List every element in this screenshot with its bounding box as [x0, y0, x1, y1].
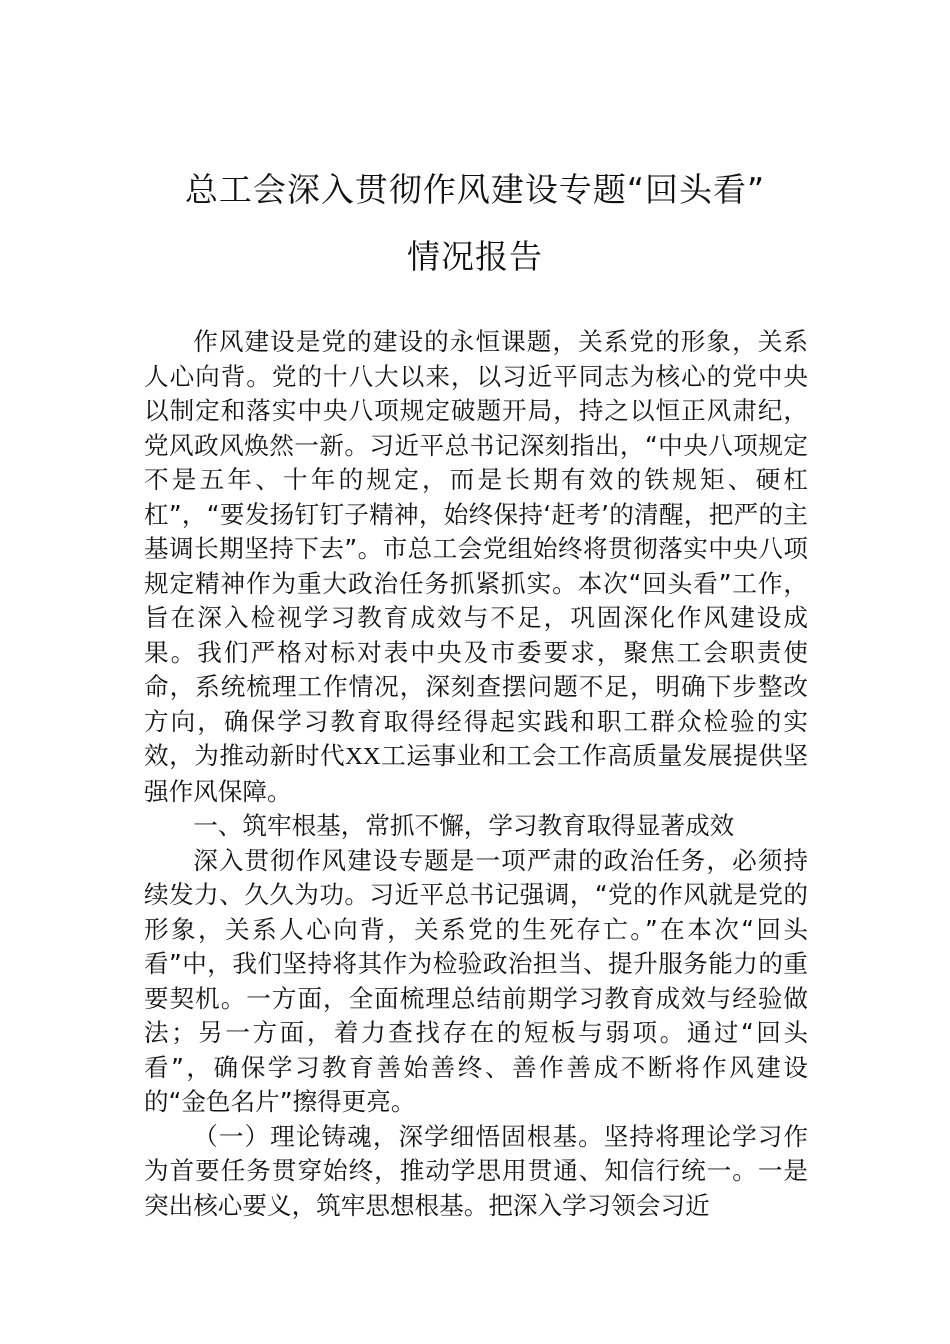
- intro-text-latin: XX: [345, 743, 381, 770]
- section-1-paragraph: 深入贯彻作风建设专题是一项严肃的政治任务，必须持续发力、久久为功。习近平总书记强调，“党的作风就是党的形象，关系人心向背，关系党的生死存亡。”在本次“回头看”中，我们坚持将其作为检验政治担当、提升服务能力的重要契机。一方面，全面梳理总结前期学习教育成效与经验做法；另一方面，着力查找存在的短板与弱项。通过“回头看”，确保学习教育善始善终、善作善成不断将作风建设的“金色名片”擦得更亮。: [144, 845, 808, 1116]
- intro-text-part-2: 工运事业和工会工作高质量发展提供坚强作风保障。: [144, 741, 808, 806]
- section-heading-1: 一、筑牢根基，常抓不懈，学习教育取得显著成效: [193, 811, 735, 840]
- document-title-line-2: 情况报告: [407, 237, 543, 276]
- document-title-line-1: 总工会深入贯彻作风建设专题“回头看”: [184, 170, 766, 209]
- subsection-1-paragraph: （一）理论铸魂，深学细悟固根基。坚持将理论学习作为首要任务贯穿始终，推动学思用贯通、知信行统一。一是突出核心要义，筑牢思想根基。把深入学习领会习近: [144, 1121, 808, 1220]
- intro-paragraph: [144, 325, 808, 809]
- document-body: [144, 325, 808, 1223]
- intro-text-part-1: 作风建设是党的建设的永恒课题，关系党的形象，关系人心向背。党的十八大以来，以习近平同志为核心的党中央以制定和落实中央八项规定破题开局，持之以恒正风肃纪，党风政风焕然一新。习近平总书记深刻指出，“中央八项规定不是五年、十年的规定，而是长期有效的铁规矩、硬杠杠”，“要发扬钉钉子精神，始终保持‘赶考’的清醒，把严的主基调长期坚持下去”。市总工会党组始终将贯彻落实中央八项规定精神作为重大政治任务抓紧抓实。本次“回头看”工作，旨在深入检视学习教育成效与不足，巩固深化作风建设成果。我们严格对标对表中央及市委要求，聚焦工会职责使命，系统梳理工作情况，深刻查摆问题不足，明确下步整改方向，确保学习教育取得经得起实践和职工群众检验的实效，为推动新时代: [144, 327, 808, 770]
